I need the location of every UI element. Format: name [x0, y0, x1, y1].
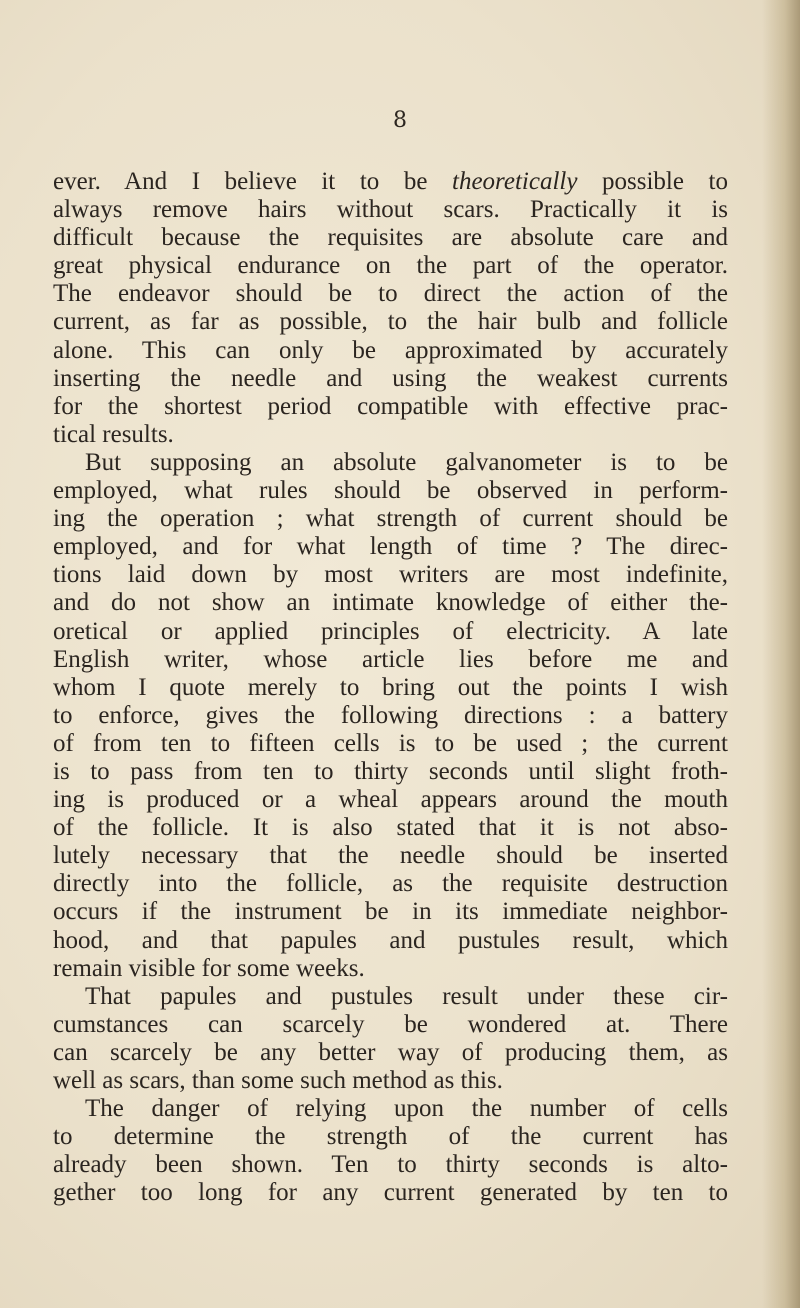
body-text [53, 168, 728, 1207]
text-line: current, as far as possible, to the hair bulb and follicle [53, 308, 728, 336]
text-line: whom I quote merely to bring out the points I wish [53, 673, 728, 701]
text-line: The endeavor should be to direct the action of the [53, 280, 728, 308]
text-line: oretical or applied principles of electricity. A late [53, 617, 728, 645]
text-line: already been shown. Ten to thirty seconds is alto- [53, 1151, 728, 1179]
text-line: ing is produced or a wheal appears around the mouth [53, 786, 728, 814]
text-line: of the follicle. It is also stated that it is not abso- [53, 814, 728, 842]
page-edge-shadow [762, 0, 800, 1308]
text-line: of from ten to fifteen cells is to be used ; the current [53, 729, 728, 757]
text-line: difficult because the requisites are absolute care and [53, 224, 728, 252]
text-line: tions laid down by most writers are most indefinite, [53, 561, 728, 589]
text-line: great physical endurance on the part of the operator. [53, 252, 728, 280]
text-line: cumstances can scarcely be wondered at. There [53, 1010, 728, 1038]
text-line: can scarcely be any better way of producing them, as [53, 1038, 728, 1066]
text-line: to enforce, gives the following directions : a battery [53, 701, 728, 729]
text-line: employed, and for what length of time ? The direc- [53, 533, 728, 561]
text-line: always remove hairs without scars. Practically it is [53, 196, 728, 224]
text-line: employed, what rules should be observed in perform- [53, 477, 728, 505]
text-line: occurs if the instrument be in its immediate neighbor- [53, 898, 728, 926]
text-line: gether too long for any current generated by ten to [53, 1179, 728, 1207]
paragraph-start-line: But supposing an absolute galvanometer is to be [85, 448, 728, 476]
text-line: hood, and that papules and pustules result, which [53, 926, 728, 954]
text-line: directly into the follicle, as the requisite destruction [53, 870, 728, 898]
text-line: ing the operation ; what strength of current should be [53, 505, 728, 533]
page-number: 8 [393, 108, 407, 133]
text-line: lutely necessary that the needle should be inserted [53, 842, 728, 870]
text-line: alone. This can only be approximated by accurately [53, 336, 728, 364]
paragraph-start-line: That papules and pustules result under these cir- [85, 982, 728, 1010]
text-line: remain visible for some weeks. [53, 954, 365, 982]
text-line: English writer, whose article lies before me and [53, 645, 728, 673]
text-line: for the shortest period compatible with effective prac- [53, 392, 728, 420]
text-line: is to pass from ten to thirty seconds until slight froth- [53, 757, 728, 785]
text-line: and do not show an intimate knowledge of either the- [53, 589, 728, 617]
paragraph-start-line: The danger of relying upon the number of cells [85, 1095, 728, 1123]
text-line: to determine the strength of the current has [53, 1123, 728, 1151]
italic-word: theoretically [452, 168, 578, 195]
text-line: ever. And I believe it to be theoretically possible to [53, 168, 728, 195]
text-line: tical results. [53, 420, 174, 448]
text-line: well as scars, than some such method as this. [53, 1067, 503, 1094]
text-line: inserting the needle and using the weakest currents [53, 364, 728, 392]
